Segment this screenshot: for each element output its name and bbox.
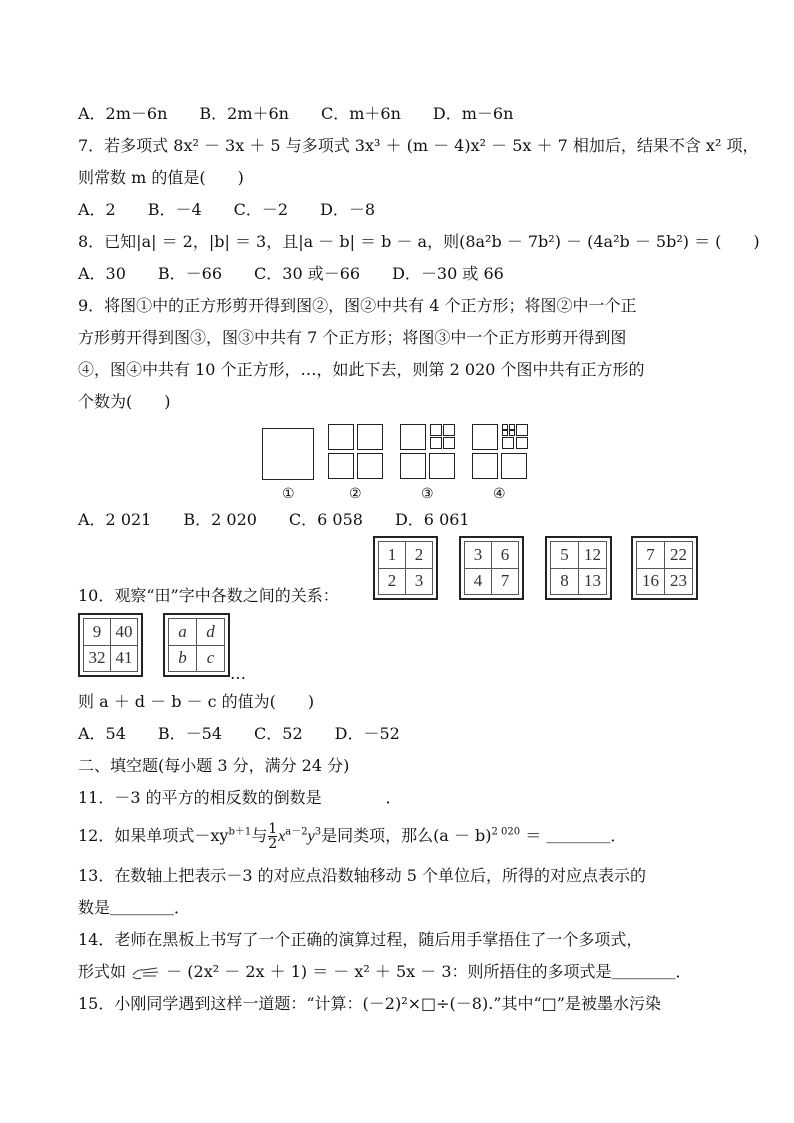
grid-cell: 32	[84, 645, 111, 672]
fig4-square	[516, 437, 528, 449]
fig3-square	[400, 453, 426, 479]
q11: 11．－3 的平方的相反数的倒数是 ．	[78, 788, 402, 807]
grid-cell: 2	[406, 542, 433, 569]
fig4-square	[501, 453, 527, 479]
q13-line1: 13．在数轴上把表示－3 的对应点沿数轴移动 5 个单位后，所得的对应点表示的	[78, 866, 646, 885]
fig3-square	[430, 424, 442, 436]
q8-options: A．30 B．－66 C．30 或－66 D．－30 或 66	[78, 264, 504, 283]
q8-line1: 8．已知|a| ＝ 2，|b| ＝ 3，且|a － b| ＝ b － a，则(8a²b － 7b²) － (4a²b － 5b²) ＝ ( )	[78, 232, 760, 251]
grid-cell: 41	[111, 645, 138, 672]
q9-line4: 个数为( )	[78, 392, 171, 411]
q12-exp4: 2 020	[491, 826, 521, 838]
fig2-square	[328, 424, 354, 450]
q14-post: － (2x² － 2x ＋ 1) ＝ － x² ＋ 5x － 3：则所捂住的多项式是＿＿＿＿．	[166, 962, 692, 981]
q12-pre: 12．如果单项式－xy	[78, 826, 229, 845]
fig4-square	[509, 430, 515, 436]
q7-options: A．2 B．－4 C．－2 D．－8	[78, 200, 376, 219]
tian-grid	[163, 613, 230, 677]
fig4-square	[472, 424, 498, 450]
q10-stem: 10．观察“田”字中各数之间的关系：	[78, 586, 339, 605]
q14-line1: 14．老师在黑板上书写了一个正确的演算过程，随后用手掌捂住了一个多项式，	[78, 930, 643, 949]
tian-grid	[459, 536, 524, 600]
q7-line1: 7．若多项式 8x² － 3x ＋ 5 与多项式 3x³ ＋ (m － 4)x² － 5x ＋ 7 相加后，结果不含 x² 项，	[78, 136, 759, 155]
grid-cell: 40	[111, 619, 138, 646]
frac-num: 1	[268, 821, 278, 837]
fig4-square	[502, 437, 514, 449]
grid-cell: b	[169, 645, 197, 672]
q12-mid: 与	[251, 826, 268, 845]
q12-end: ＝ ＿＿＿＿．	[520, 826, 627, 845]
grid-cell: c	[197, 645, 225, 672]
fig4-square	[502, 430, 508, 436]
q15: 15．小刚同学遇到这样一道题：“计算：(－2)²×□÷(－8).”其中“□”是被墨水污染	[78, 994, 661, 1013]
frac-den: 2	[268, 836, 278, 852]
q10-ellipsis: …	[230, 664, 246, 683]
grid-cell: 22	[665, 542, 693, 569]
q9-line3: ④，图④中共有 10 个正方形，…，如此下去，则第 2 020 个图中共有正方形的	[78, 360, 645, 379]
q7-line2: 则常数 m 的值是( )	[78, 168, 244, 187]
fig4-square	[516, 424, 528, 436]
hand-icon	[131, 965, 161, 981]
fig2-square	[328, 453, 354, 479]
fig-label: ③	[421, 486, 434, 502]
q12-post: 是同类项，那么(a － b)	[321, 826, 492, 845]
tian-grid	[373, 536, 438, 600]
fig3-square	[443, 437, 455, 449]
tian-grid	[631, 536, 698, 600]
grid-cell: 9	[84, 619, 111, 646]
grid-cell: d	[197, 619, 225, 646]
grid-cell: 7	[637, 542, 665, 569]
tian-grid	[545, 536, 612, 600]
q12-mid2: x	[278, 828, 286, 845]
q12-mid3: y	[307, 828, 315, 845]
q9-options: A．2 021 B．2 020 C．6 058 D．6 061	[78, 510, 470, 529]
q12-exp2: a－2	[285, 826, 308, 838]
q12-exp1: b＋1	[228, 826, 252, 838]
grid-cell: 23	[665, 568, 693, 595]
q10-question: 则 a ＋ d － b － c 的值为( )	[78, 692, 315, 711]
grid-cell: 4	[465, 568, 492, 595]
grid-cell: 3	[465, 542, 492, 569]
q9-figure	[262, 424, 552, 504]
grid-cell: a	[169, 619, 197, 646]
grid-cell: 1	[379, 542, 406, 569]
q10-options: A．54 B．－54 C．52 D．－52	[78, 724, 400, 743]
q9-line2: 方形剪开得到图③，图③中共有 7 个正方形；将图③中一个正方形剪开得到图	[78, 328, 627, 347]
grid-cell: 13	[579, 568, 607, 595]
fig2-square	[357, 453, 383, 479]
fig-label: ②	[349, 486, 362, 502]
grid-cell: 2	[379, 568, 406, 595]
grid-cell: 7	[492, 568, 519, 595]
q12-fraction	[268, 822, 277, 851]
fig3-square	[443, 424, 455, 436]
q12	[78, 822, 626, 851]
q12-exp3: 3	[314, 826, 322, 838]
fig3-square	[429, 453, 455, 479]
section-heading: 二、填空题(每小题 3 分，满分 24 分)	[78, 756, 350, 775]
fig-label: ④	[493, 486, 506, 502]
fig2-square	[357, 424, 383, 450]
fig-label: ①	[282, 486, 295, 502]
tian-grid	[78, 613, 143, 677]
q14-line2	[78, 962, 692, 982]
q13-line2: 数是＿＿＿＿．	[78, 898, 191, 917]
q9-line1: 9．将图①中的正方形剪开得到图②，图②中共有 4 个正方形；将图②中一个正	[78, 296, 637, 315]
grid-cell: 3	[406, 568, 433, 595]
grid-cell: 5	[551, 542, 579, 569]
q6-options: A．2m－6n B．2m＋6n C．m＋6n D．m－6n	[78, 104, 514, 123]
grid-cell: 8	[551, 568, 579, 595]
grid-cell: 6	[492, 542, 519, 569]
fig1-square	[262, 428, 314, 480]
fig3-square	[400, 424, 426, 450]
q14-pre: 形式如	[78, 962, 127, 981]
fig3-square	[430, 437, 442, 449]
grid-cell: 12	[579, 542, 607, 569]
fig4-square	[472, 453, 498, 479]
grid-cell: 16	[637, 568, 665, 595]
